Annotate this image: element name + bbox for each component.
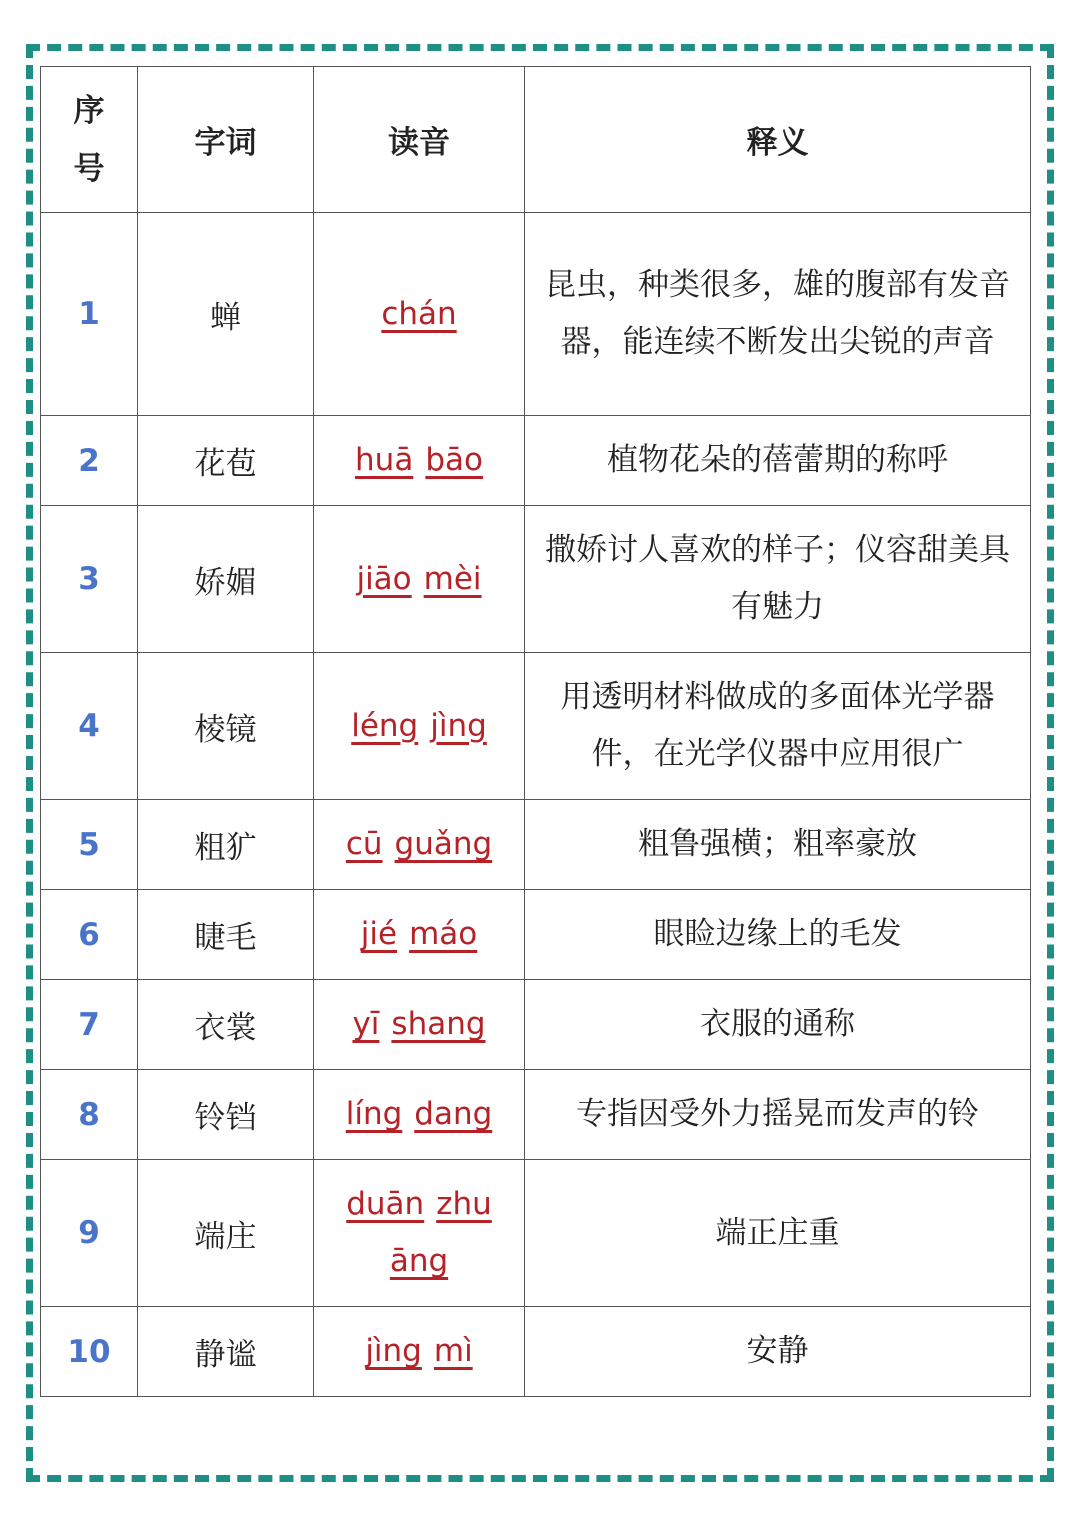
table-row <box>41 506 1031 653</box>
pinyin-syllable: léng <box>351 707 419 744</box>
table-row <box>41 1160 1031 1307</box>
row-number: 9 <box>41 1160 138 1307</box>
header-number: 序号 <box>41 67 138 213</box>
table-row <box>41 800 1031 890</box>
pinyin-syllable: jié <box>360 916 398 952</box>
header-reading: 读音 <box>314 67 525 213</box>
row-pinyin <box>314 890 525 980</box>
table-row <box>41 980 1031 1070</box>
row-number: 2 <box>41 416 138 506</box>
row-pinyin <box>314 213 525 416</box>
row-word: 棱镜 <box>138 653 314 800</box>
row-meaning: 眼睑边缘上的毛发 <box>525 890 1031 980</box>
row-meaning: 粗鲁强横；粗率豪放 <box>525 800 1031 890</box>
row-pinyin <box>314 416 525 506</box>
row-pinyin <box>314 1307 525 1397</box>
header-word: 字词 <box>138 67 314 213</box>
row-word: 端庄 <box>138 1160 314 1307</box>
row-pinyin <box>314 800 525 890</box>
pinyin-syllable: mì <box>433 1333 473 1369</box>
table-header-row <box>41 67 1031 213</box>
pinyin-syllable: duān <box>346 1186 425 1222</box>
row-number: 4 <box>41 653 138 800</box>
row-meaning: 安静 <box>525 1307 1031 1397</box>
table-row <box>41 213 1031 416</box>
row-meaning: 撒娇讨人喜欢的样子；仪容甜美具有魅力 <box>525 506 1031 653</box>
row-number: 3 <box>41 506 138 653</box>
pinyin-syllable: yī <box>352 1006 380 1042</box>
pinyin-syllable: líng <box>345 1096 403 1132</box>
row-meaning: 端正庄重 <box>525 1160 1031 1307</box>
table-row <box>41 890 1031 980</box>
row-word: 粗犷 <box>138 800 314 890</box>
row-word: 铃铛 <box>138 1070 314 1160</box>
table-row <box>41 1307 1031 1397</box>
row-word: 衣裳 <box>138 980 314 1070</box>
row-meaning: 衣服的通称 <box>525 980 1031 1070</box>
row-pinyin <box>314 1160 525 1307</box>
row-word: 蝉 <box>138 213 314 416</box>
row-number: 10 <box>41 1307 138 1397</box>
row-word: 静谧 <box>138 1307 314 1397</box>
pinyin-syllable: zhu <box>436 1186 492 1222</box>
vocabulary-table <box>40 66 1031 1397</box>
row-word: 睫毛 <box>138 890 314 980</box>
row-number: 7 <box>41 980 138 1070</box>
row-number: 5 <box>41 800 138 890</box>
pinyin-syllable: bāo <box>425 442 483 478</box>
table-row <box>41 1070 1031 1160</box>
pinyin-syllable: guǎng <box>394 826 493 862</box>
row-meaning: 专指因受外力摇晃而发声的铃 <box>525 1070 1031 1160</box>
pinyin-syllable: āng <box>389 1243 449 1279</box>
row-pinyin <box>314 653 525 800</box>
pinyin-syllable: jìng <box>365 1333 422 1369</box>
row-pinyin <box>314 1070 525 1160</box>
row-meaning: 植物花朵的蓓蕾期的称呼 <box>525 416 1031 506</box>
pinyin-syllable: jìng <box>430 707 487 744</box>
row-meaning: 昆虫，种类很多，雄的腹部有发音器，能连续不断发出尖锐的声音 <box>525 213 1031 416</box>
table-row <box>41 653 1031 800</box>
row-number: 8 <box>41 1070 138 1160</box>
row-word: 娇媚 <box>138 506 314 653</box>
header-meaning: 释义 <box>525 67 1031 213</box>
row-number: 6 <box>41 890 138 980</box>
table-row <box>41 416 1031 506</box>
row-pinyin <box>314 506 525 653</box>
pinyin-syllable: cū <box>345 826 383 862</box>
row-meaning: 用透明材料做成的多面体光学器件，在光学仪器中应用很广 <box>525 653 1031 800</box>
pinyin-syllable: máo <box>409 916 478 952</box>
pinyin-syllable: chán <box>381 295 457 332</box>
pinyin-syllable: jiāo <box>356 560 412 597</box>
row-number: 1 <box>41 213 138 416</box>
pinyin-syllable: shang <box>391 1006 486 1042</box>
pinyin-syllable: huā <box>355 442 414 478</box>
row-pinyin <box>314 980 525 1070</box>
row-word: 花苞 <box>138 416 314 506</box>
pinyin-syllable: mèi <box>423 560 482 597</box>
pinyin-syllable: dang <box>414 1096 493 1132</box>
